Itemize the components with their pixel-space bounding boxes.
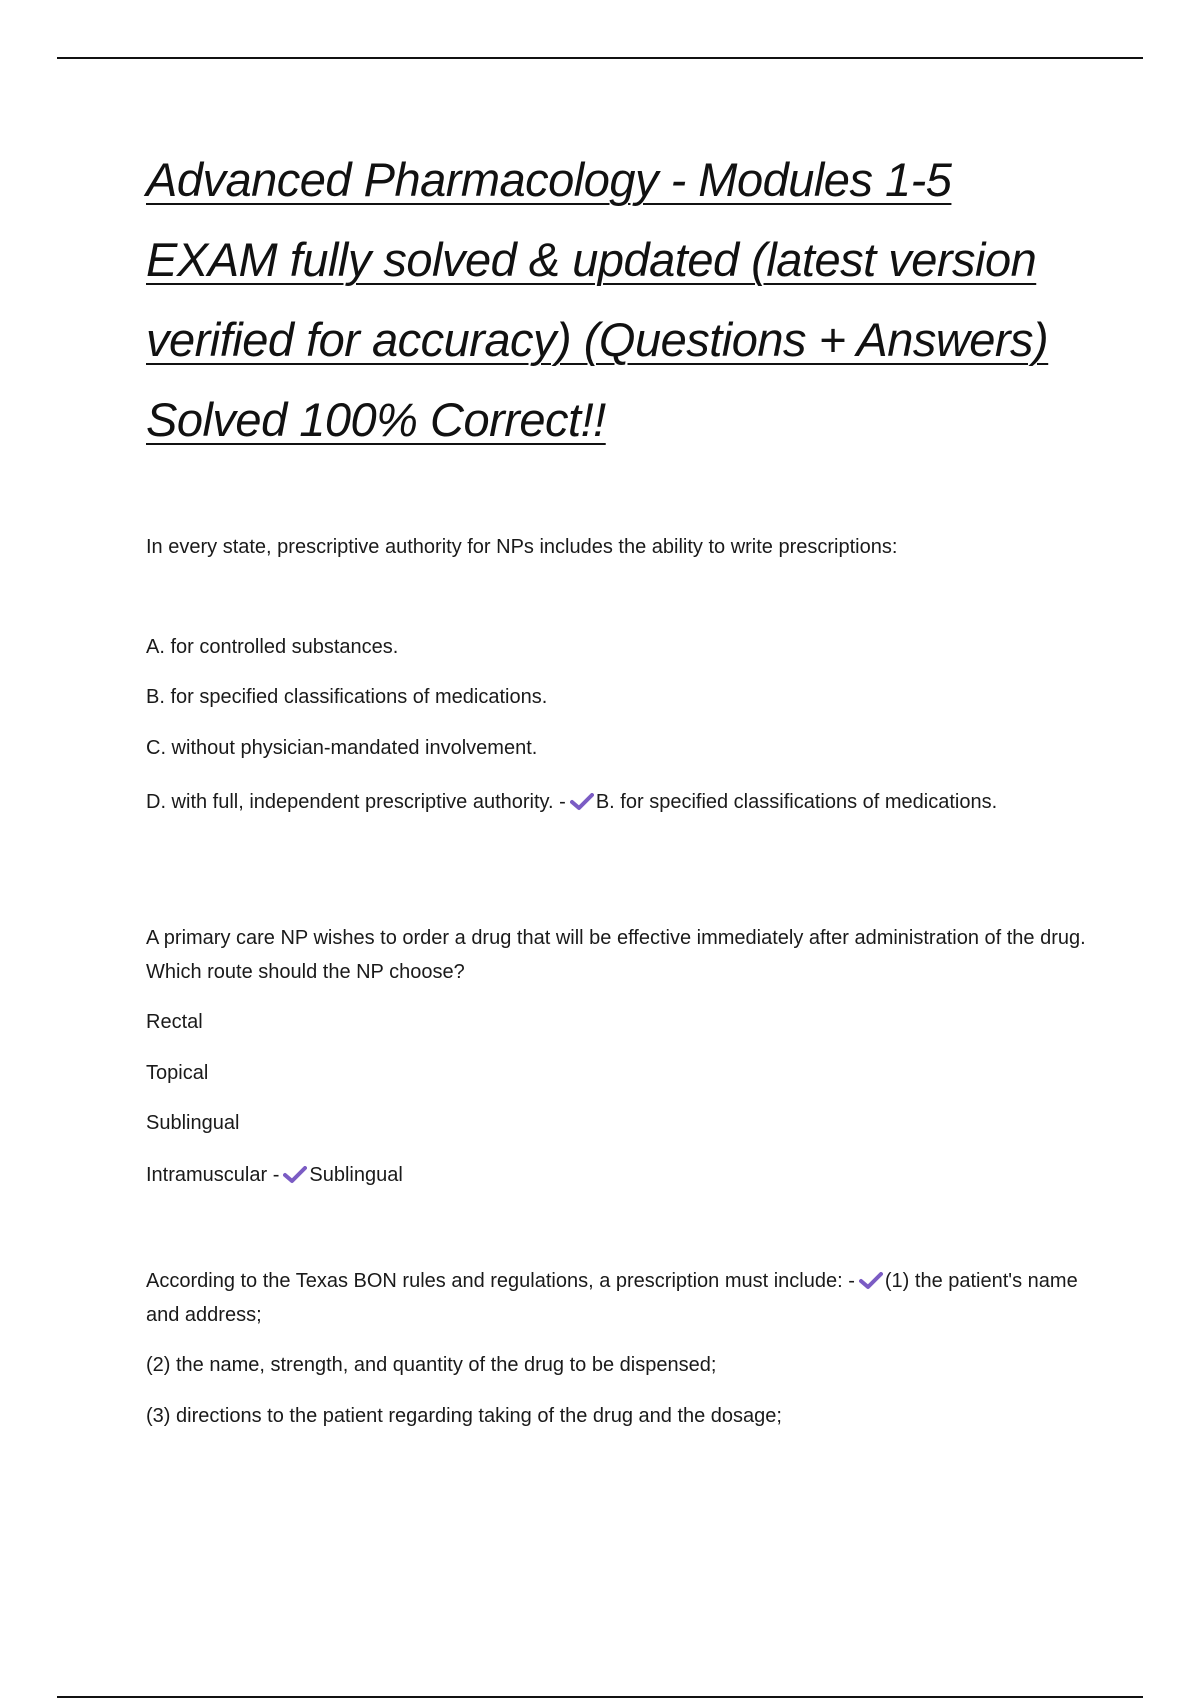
question-2-option-4: Intramuscular - bbox=[146, 1164, 280, 1186]
question-3-prompt: According to the Texas BON rules and regulations, a prescription must include: - bbox=[146, 1270, 855, 1292]
check-icon bbox=[570, 793, 594, 811]
check-icon bbox=[859, 1272, 883, 1290]
question-1-option-d-with-answer bbox=[146, 785, 1086, 819]
question-1-answer: B. for specified classifications of medications. bbox=[595, 791, 998, 813]
question-2-prompt: A primary care NP wishes to order a drug that will be effective immediately after administration of the drug. Which route should the NP choose? bbox=[146, 927, 1086, 983]
question-2-option-4-with-answer bbox=[146, 1158, 403, 1192]
question-1-option-b: B. for specified classifications of medications. bbox=[146, 686, 548, 708]
question-3-answer-line-3: (3) directions to the patient regarding taking of the drug and the dosage; bbox=[146, 1405, 782, 1427]
check-icon bbox=[283, 1166, 307, 1184]
question-3-answer: (1) the patient's name and address; bbox=[146, 1270, 1078, 1326]
question-2-answer: Sublingual bbox=[309, 1164, 403, 1186]
question-2-option-2: Topical bbox=[146, 1062, 209, 1084]
question-1-option-c: C. without physician-mandated involvement. bbox=[146, 737, 538, 759]
question-2-option-3: Sublingual bbox=[146, 1112, 240, 1134]
question-3-answer-line-2: (2) the name, strength, and quantity of the drug to be dispensed; bbox=[146, 1354, 717, 1376]
top-divider bbox=[57, 57, 1143, 59]
question-1-option-a: A. for controlled substances. bbox=[146, 636, 399, 658]
question-1-option-d: D. with full, independent prescriptive authority. - bbox=[146, 791, 566, 813]
document-title: Advanced Pharmacology - Modules 1-5 EXAM fully solved & updated (latest version verified for accuracy) (Questions + Answers) Solved 100% Correct!! bbox=[146, 153, 1049, 446]
question-2-option-1: Rectal bbox=[146, 1011, 203, 1033]
bottom-divider bbox=[57, 1696, 1143, 1698]
question-3-prompt-with-answer bbox=[146, 1264, 1086, 1332]
question-1-prompt: In every state, prescriptive authority for NPs includes the ability to write prescriptions: bbox=[146, 536, 898, 558]
